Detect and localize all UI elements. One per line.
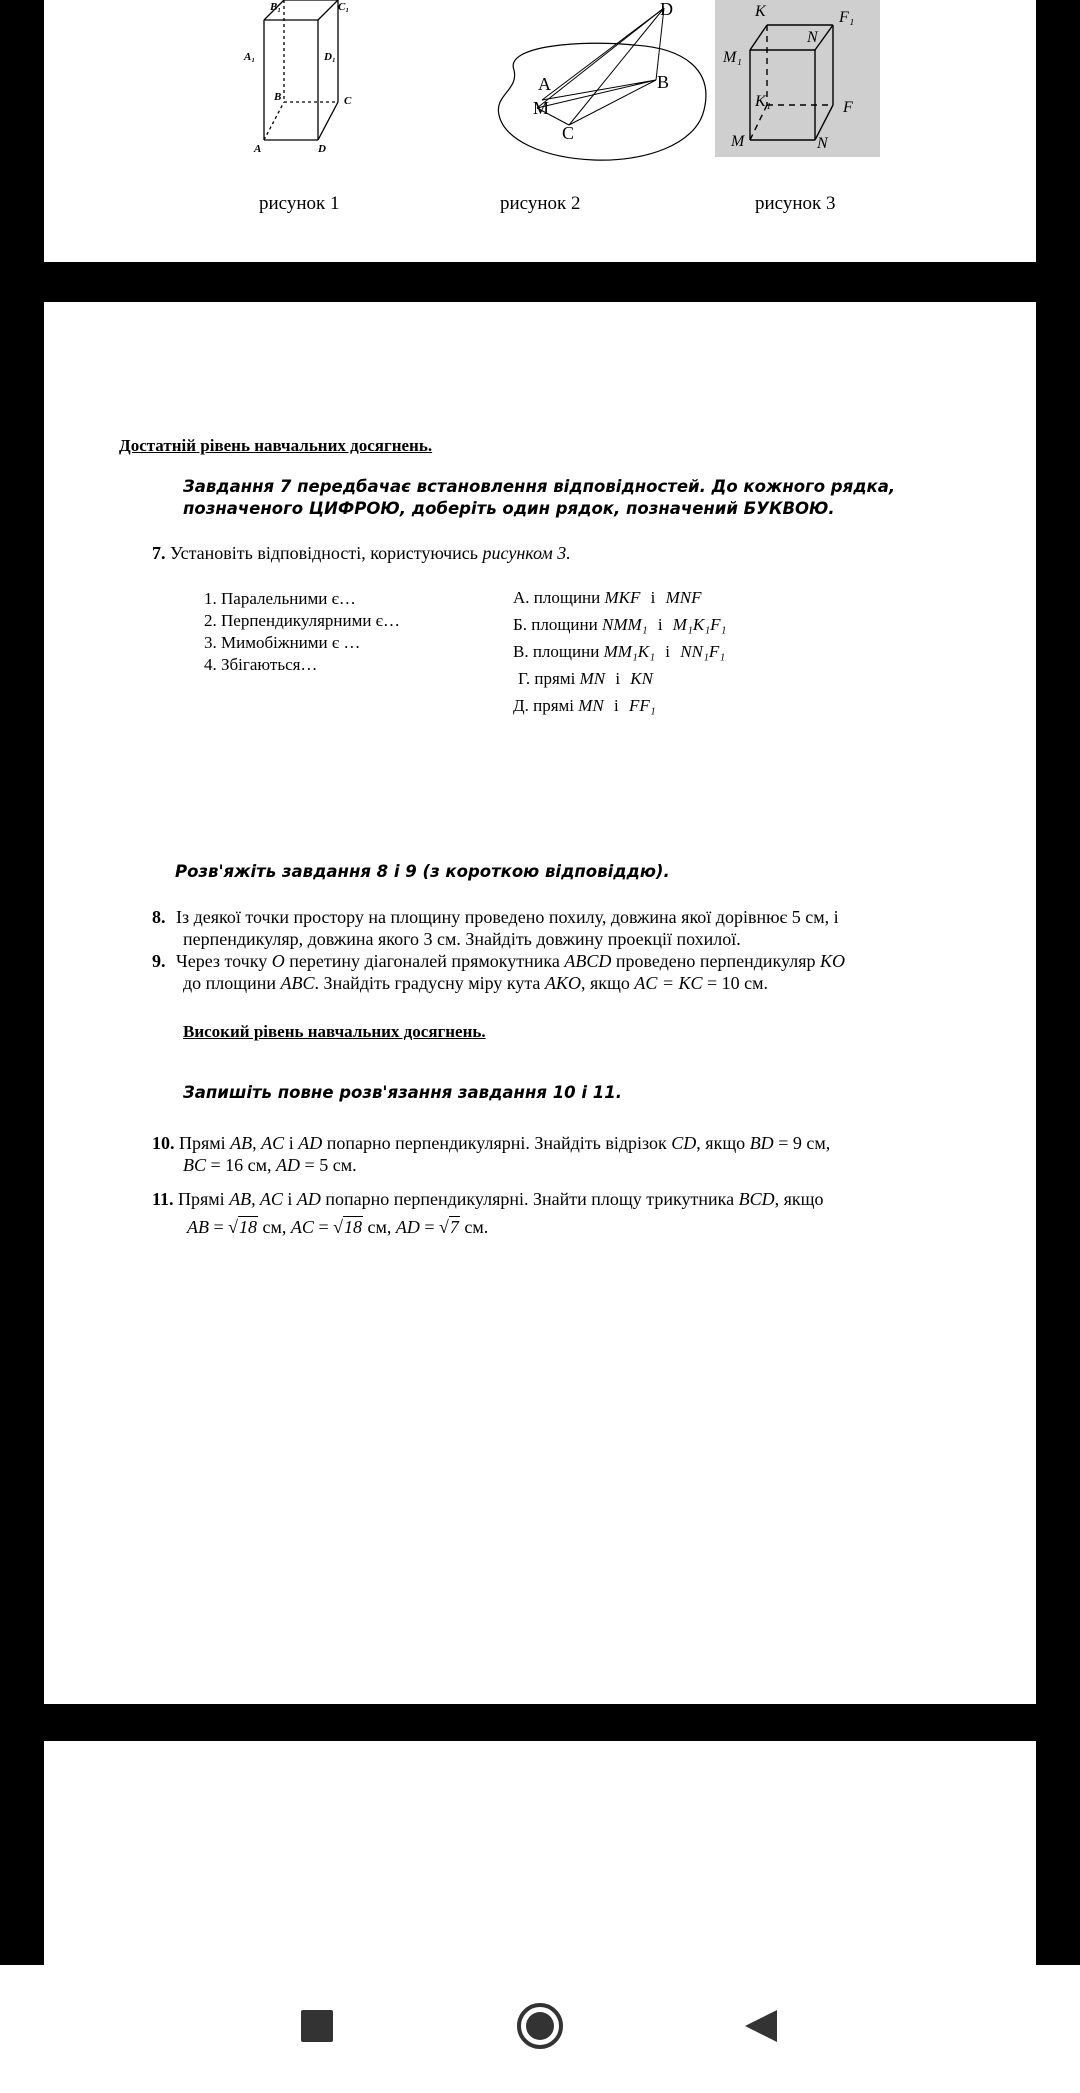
task7-left-list [204,588,400,676]
home-circle-icon[interactable] [515,2001,565,2051]
math-term: MNF [665,588,702,607]
label-a: A [538,74,551,94]
list-item [513,695,726,722]
task7-prompt-ref: рисунком 3. [482,543,571,563]
math-term: AD [395,1217,420,1237]
text: і [282,1189,297,1209]
list-item [513,587,726,614]
document-page-2 [44,302,1036,1704]
task11 [152,1188,823,1210]
math-term: AC [290,1217,314,1237]
math-term: AD [298,1133,323,1153]
label-f: F [843,99,853,116]
task9-line2 [183,972,768,994]
text: = √ [313,1217,343,1237]
text: , якщо [696,1133,750,1153]
math-term: AB, AC [229,1189,283,1209]
label-b1: B₁ [270,1,282,13]
item-prefix: Б. площини [513,615,598,634]
figure-1-caption: рисунок 1 [259,193,340,214]
task7-instructions-line2: позначеного ЦИФРОЮ, доберіть один рядок, позначений БУКВОЮ. [183,499,835,518]
math-term: MN [579,669,606,688]
math-term: FF₁ [628,696,656,715]
list-item: 3. Мимобіжними є … [204,633,361,652]
text: і [284,1133,299,1153]
text: = 16 см, [206,1155,277,1175]
math-term: MKF [604,588,641,607]
text: см, [258,1217,291,1237]
math-term: AB [187,1217,209,1237]
math-term: MN [578,696,604,715]
text: Прямі [178,1189,230,1209]
label-m: M [731,133,745,150]
task7-right-list [513,587,726,722]
math-term: CD [671,1133,697,1153]
task11-line2 [187,1216,488,1238]
label-k1: K₁ [755,93,772,110]
math-term: ABC [280,973,315,993]
text: = √ [419,1217,449,1237]
figure-2-plane [444,0,714,180]
segment-da [542,8,664,100]
list-item: 2. Перпендикулярними є… [204,611,400,630]
task10 [152,1132,830,1154]
text: = √ [209,1217,239,1237]
back-icon-graphic [743,2008,779,2044]
text: см. [459,1217,489,1237]
text: Прямі [179,1133,231,1153]
text: = 5 см. [300,1155,357,1175]
math-term: AKO [544,973,581,993]
math-term: AD [296,1189,321,1209]
math-term: MM₁K₁ [603,642,656,661]
math-term: AC [261,1133,285,1153]
text: , [252,1133,262,1153]
document-page-3 [44,1741,1036,1965]
list-item: 4. Збігаються… [204,655,318,674]
label-c: C [562,123,575,143]
task7-instructions-line1: Завдання 7 передбачає встановлення відповідностей. До кожного рядка, [183,477,896,496]
text: проведено перпендикуляр [611,951,821,971]
label-c: C [344,95,352,107]
text: перетину діагоналей прямокутника [284,951,565,971]
task-number: 10. [152,1133,175,1153]
back-triangle-icon[interactable] [743,2008,779,2044]
item-prefix: Г. прямі [518,669,576,688]
label-d1: D₁ [324,51,336,63]
text: = 9 см, [773,1133,831,1153]
label-d: D [660,0,673,19]
task8 [152,906,839,928]
figure-3-prism [715,0,880,157]
text: до площини [183,973,281,993]
system-navigation-bar [0,1965,1080,2093]
conjunction: і [657,615,663,634]
math-term: KO [820,951,846,971]
segment-dc [569,8,664,125]
label-m: M [533,98,550,118]
document-page-1 [44,0,1036,262]
text: Через точку [176,951,272,971]
item-prefix: В. площини [513,642,600,661]
figure-3-caption: рисунок 3 [755,193,836,214]
short-answer-heading: Розв'яжіть завдання 8 і 9 (з короткою відповіддю). [175,862,670,881]
task10-line2 [183,1154,357,1176]
text: = 10 см. [702,973,769,993]
label-b: B [274,91,282,103]
task-number: 11. [152,1189,174,1209]
text: попарно перпендикулярні. Знайдіть відрізок [322,1133,672,1153]
task7 [152,542,571,564]
task8-line2: перпендикуляр, довжина якого 3 см. Знайдіть довжину проекції похилої. [183,929,741,949]
math-term: KN [630,669,653,688]
plane-outline [498,43,706,160]
label-a: A [254,143,262,155]
text: попарно перпендикулярні. Знайти площу трикутника [320,1189,739,1209]
label-k: K [755,3,766,20]
edge [318,0,338,20]
segment-cb [569,80,656,125]
list-item: 1. Паралельними є… [204,589,356,608]
math-term: NMM₁ [601,615,648,634]
label-f1: F₁ [839,9,855,26]
task10-11-instructions: Запишіть повне розв'язання завдання 10 і 11. [183,1083,623,1102]
text: . Знайдіть градусну міру кута [314,973,545,993]
text: см, [362,1217,396,1237]
task-number: 7. [152,543,166,563]
item-prefix: А. площини [513,588,601,607]
label-n: N [807,29,818,46]
math-term: NN₁F₁ [680,642,726,661]
math-term: BC [183,1155,207,1175]
label-n-bottom: N [817,135,828,152]
conjunction: і [665,642,671,661]
recents-square-icon[interactable] [301,2010,333,2042]
figure-1-cube [234,0,384,160]
figure-2-caption: рисунок 2 [500,193,581,214]
math-term: BCD [738,1189,775,1209]
sqrt-radicand: 18 [343,1217,362,1237]
edge [318,102,338,140]
task-number: 9. [152,951,166,971]
conjunction: і [650,588,656,607]
math-term: BD [749,1133,774,1153]
sqrt-radicand: 18 [239,1217,258,1237]
task9 [152,950,845,972]
conjunction: і [614,696,619,715]
item-prefix: Д. прямі [513,696,574,715]
math-term: O [271,951,285,971]
math-term: AC = KC [634,973,703,993]
conjunction: і [615,669,621,688]
home-icon-graphic [515,2001,565,2051]
task8-line1: Із деякої точки простору на площину проведено похилу, довжина якої дорівнює 5 см, і [176,907,839,927]
label-b: B [657,72,670,92]
math-term: AB [230,1133,253,1153]
label-d: D [318,143,326,155]
math-term: AD [276,1155,301,1175]
text: , якщо [774,1189,824,1209]
text: , якщо [580,973,635,993]
math-term: ABCD [564,951,612,971]
label-m1: M₁ [723,49,742,66]
label-c1: C₁ [338,1,350,13]
hidden-edge [264,102,284,140]
task7-prompt: Установіть відповідності, користуючись [170,543,478,563]
section-heading-sufficient: Достатній рівень навчальних досягнень. [119,436,433,455]
list-item [513,614,726,641]
section-heading-high: Високий рівень навчальних досягнень. [183,1022,486,1041]
task-number: 8. [152,907,166,927]
list-item [513,668,726,695]
sqrt-radicand: 7 [449,1217,459,1237]
list-item [513,641,726,668]
math-term: M₁K₁F₁ [672,615,727,634]
label-a1: A₁ [244,51,256,63]
